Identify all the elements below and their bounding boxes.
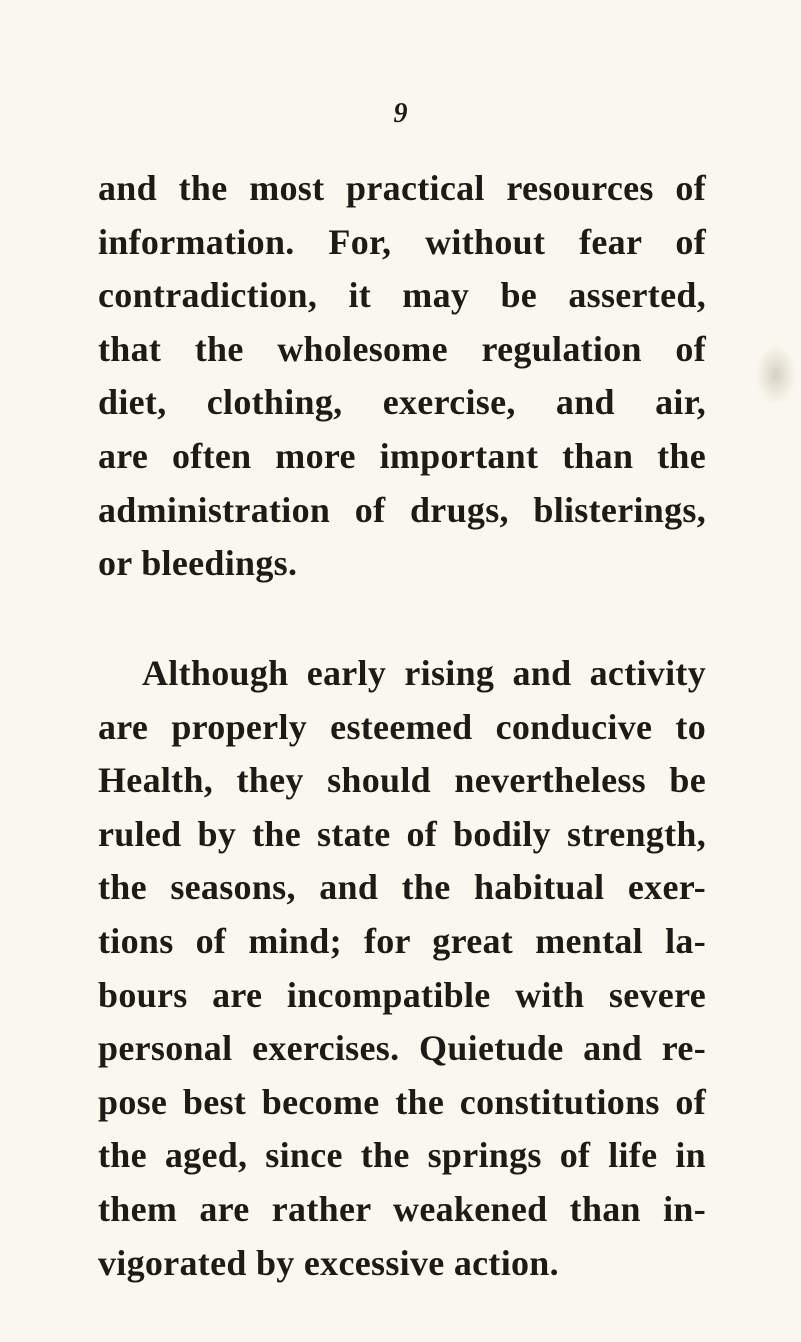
text-line: ruled by the state of bodily strength, <box>98 813 706 854</box>
text-line: and the most practical resources of <box>98 168 706 208</box>
text-line: diet, clothing, exercise, and air, <box>98 382 706 423</box>
text-line: or bleedings. <box>98 543 298 584</box>
text-line: bours are incompatible with severe <box>98 974 706 1015</box>
text-line: tions of mind; for great mental la- <box>98 920 706 961</box>
text-line: them are rather weakened than in- <box>98 1188 706 1229</box>
text-line: Although early rising and activity <box>142 653 706 693</box>
text-line: are often more important than the <box>98 435 706 476</box>
text-line: the aged, since the springs of life in <box>98 1135 706 1176</box>
page-number: 9 <box>393 98 408 129</box>
text-line: administration of drugs, blisterings, <box>98 489 706 530</box>
paragraph-2 <box>98 647 706 1290</box>
ink-smudge <box>756 345 796 405</box>
text-line: contradiction, it may be asserted, <box>98 275 706 316</box>
text-line: that the wholesome regulation of <box>98 328 706 369</box>
text-line: information. For, without fear of <box>98 221 706 262</box>
text-line: vigorated by excessive action. <box>98 1242 559 1283</box>
text-line: Health, they should nevertheless be <box>98 760 706 801</box>
text-line: are properly esteemed conducive to <box>98 706 706 747</box>
text-line: personal exercises. Quietude and re- <box>98 1028 706 1069</box>
text-line: the seasons, and the habitual exer- <box>98 867 706 908</box>
text-line: pose best become the constitutions of <box>98 1081 706 1122</box>
paragraph-1 <box>98 162 706 591</box>
